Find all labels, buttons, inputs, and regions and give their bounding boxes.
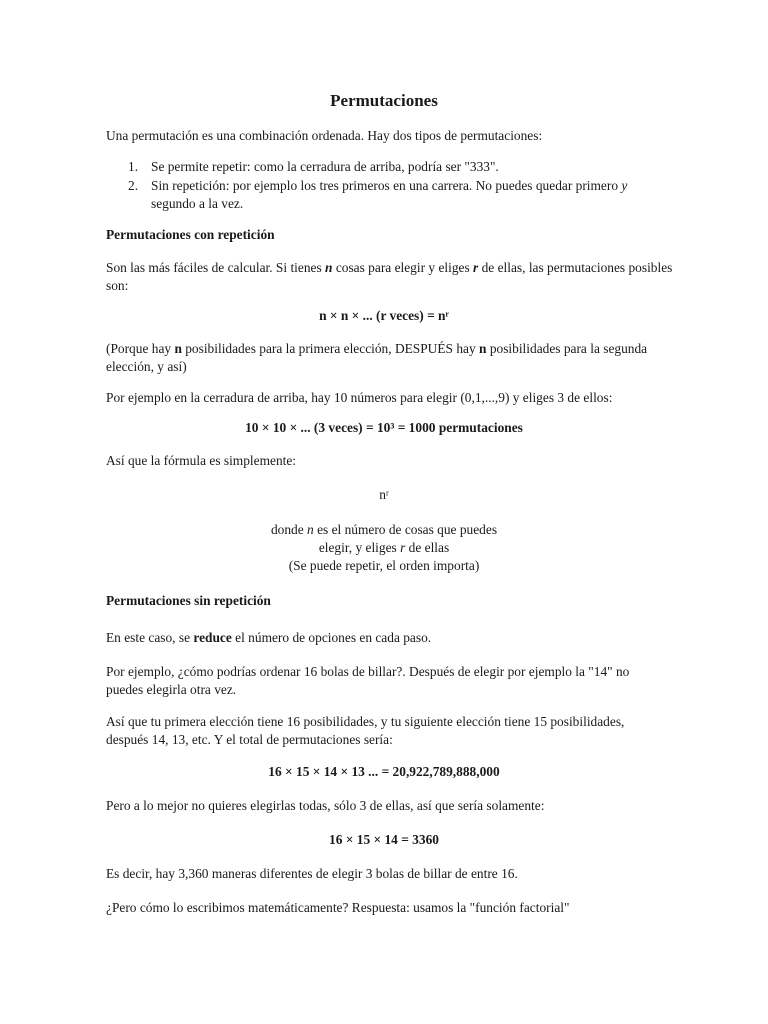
paragraph: Así que la fórmula es simplemente: [106, 453, 297, 468]
list-item-text: Se permite repetir: como la cerradura de arriba, podría ser "333". [151, 159, 499, 174]
paragraph-continued: después 14, 13, etc. Y el total de permutaciones sería: [106, 732, 393, 747]
formula-explanation: (Se puede repetir, el orden importa) [288, 558, 480, 573]
formula-explanation: elegir, y eliges r de ellas [318, 540, 450, 555]
formula: 10 × 10 × ... (3 veces) = 10³ = 1000 permutaciones [245, 420, 523, 435]
formula: 16 × 15 × 14 = 3360 [329, 832, 439, 847]
paragraph-continued: son: [106, 278, 129, 293]
paragraph-continued: puedes elegirla otra vez. [106, 682, 237, 697]
paragraph: ¿Pero cómo lo escribimos matemáticamente? Respuesta: usamos la "función factorial" [106, 900, 570, 915]
section-heading: Permutaciones sin repetición [106, 593, 271, 608]
paragraph: Es decir, hay 3,360 maneras diferentes de elegir 3 bolas de billar de entre 16. [106, 866, 518, 881]
section-heading: Permutaciones con repetición [106, 227, 275, 242]
paragraph: Son las más fáciles de calcular. Si tienes n cosas para elegir y eliges r de ellas, las permutaciones posibles [106, 260, 673, 275]
list-item-number: 1. [128, 159, 139, 174]
paragraph: Por ejemplo, ¿cómo podrías ordenar 16 bolas de billar?. Después de elegir por ejemplo la "14" no [106, 664, 630, 679]
paragraph: Así que tu primera elección tiene 16 posibilidades, y tu siguiente elección tiene 15 posibilidades, [106, 714, 625, 729]
formula: 16 × 15 × 14 × 13 ... = 20,922,789,888,000 [268, 764, 500, 779]
intro-paragraph: Una permutación es una combinación ordenada. Hay dos tipos de permutaciones: [106, 128, 543, 143]
list-item-number: 2. [128, 178, 139, 193]
list-item-text: Sin repetición: por ejemplo los tres primeros en una carrera. No puedes quedar primero y [151, 178, 628, 193]
formula-explanation: donde n es el número de cosas que puedes [270, 522, 498, 537]
paragraph-continued: elección, y así) [106, 359, 187, 374]
list-item-text-continued: segundo a la vez. [151, 196, 244, 211]
paragraph: (Porque hay n posibilidades para la primera elección, DESPUÉS hay n posibilidades para la segunda [106, 341, 648, 356]
paragraph: En este caso, se reduce el número de opciones en cada paso. [106, 630, 432, 645]
paragraph: Por ejemplo en la cerradura de arriba, hay 10 números para elegir (0,1,...,9) y eliges 3 de ellos: [106, 390, 613, 405]
formula: nʳ [379, 487, 389, 502]
formula: n × n × ... (r veces) = nʳ [319, 308, 449, 323]
page-title: Permutaciones [330, 91, 438, 110]
paragraph: Pero a lo mejor no quieres elegirlas todas, sólo 3 de ellas, así que sería solamente: [106, 798, 545, 813]
